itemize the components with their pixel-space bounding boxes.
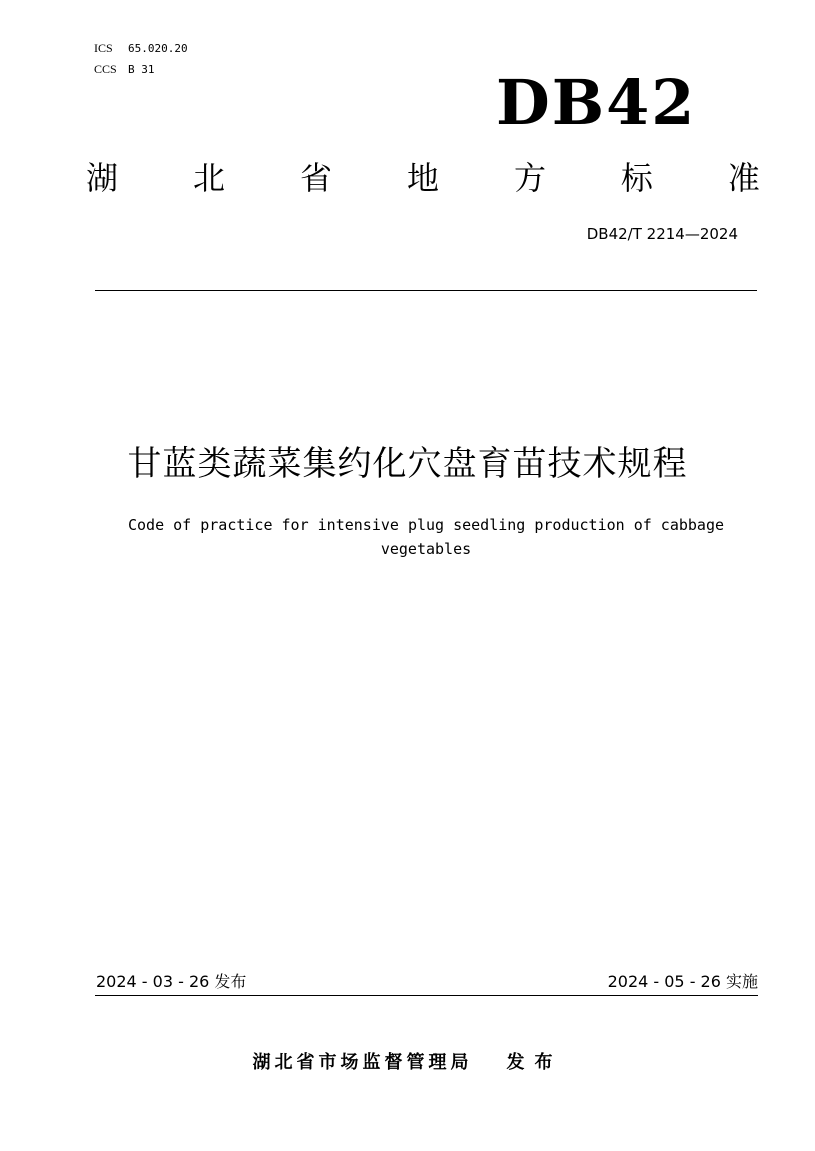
ics-code	[94, 40, 188, 57]
document-title-english: Code of practice for intensive plug seedling production of cabbage vegetables	[127, 516, 725, 558]
standard-type-char: 北	[192, 159, 225, 197]
implementation-date: 2024 - 05 - 26 实施	[607, 972, 758, 991]
header-divider	[95, 290, 757, 291]
standard-number: DB42/T 2214—2024	[586, 225, 738, 243]
issue-date: 2024 - 03 - 26 发布	[96, 972, 247, 991]
standard-mark: DB42	[496, 66, 697, 139]
document-title-chinese: 甘蓝类蔬菜集约化穴盘育苗技术规程	[127, 444, 688, 484]
standard-type-char: 标	[620, 159, 653, 197]
standard-type-char: 地	[406, 159, 439, 197]
standard-type-heading	[86, 155, 760, 201]
footer-divider	[95, 995, 758, 996]
standard-type-char: 准	[727, 159, 760, 197]
standard-type-char: 省	[299, 159, 332, 197]
publish-label: 发布	[506, 1052, 563, 1073]
ccs-value: B 31	[128, 63, 155, 76]
standard-type-char: 方	[513, 159, 546, 197]
ccs-label: CCS	[94, 62, 117, 76]
publisher-name: 湖北省市场监督管理局	[252, 1052, 473, 1073]
ics-value: 65.020.20	[128, 42, 188, 55]
ics-label: ICS	[94, 41, 113, 55]
standard-type-char: 湖	[86, 159, 119, 197]
publisher-line	[0, 1050, 815, 1076]
ccs-code	[94, 61, 155, 78]
